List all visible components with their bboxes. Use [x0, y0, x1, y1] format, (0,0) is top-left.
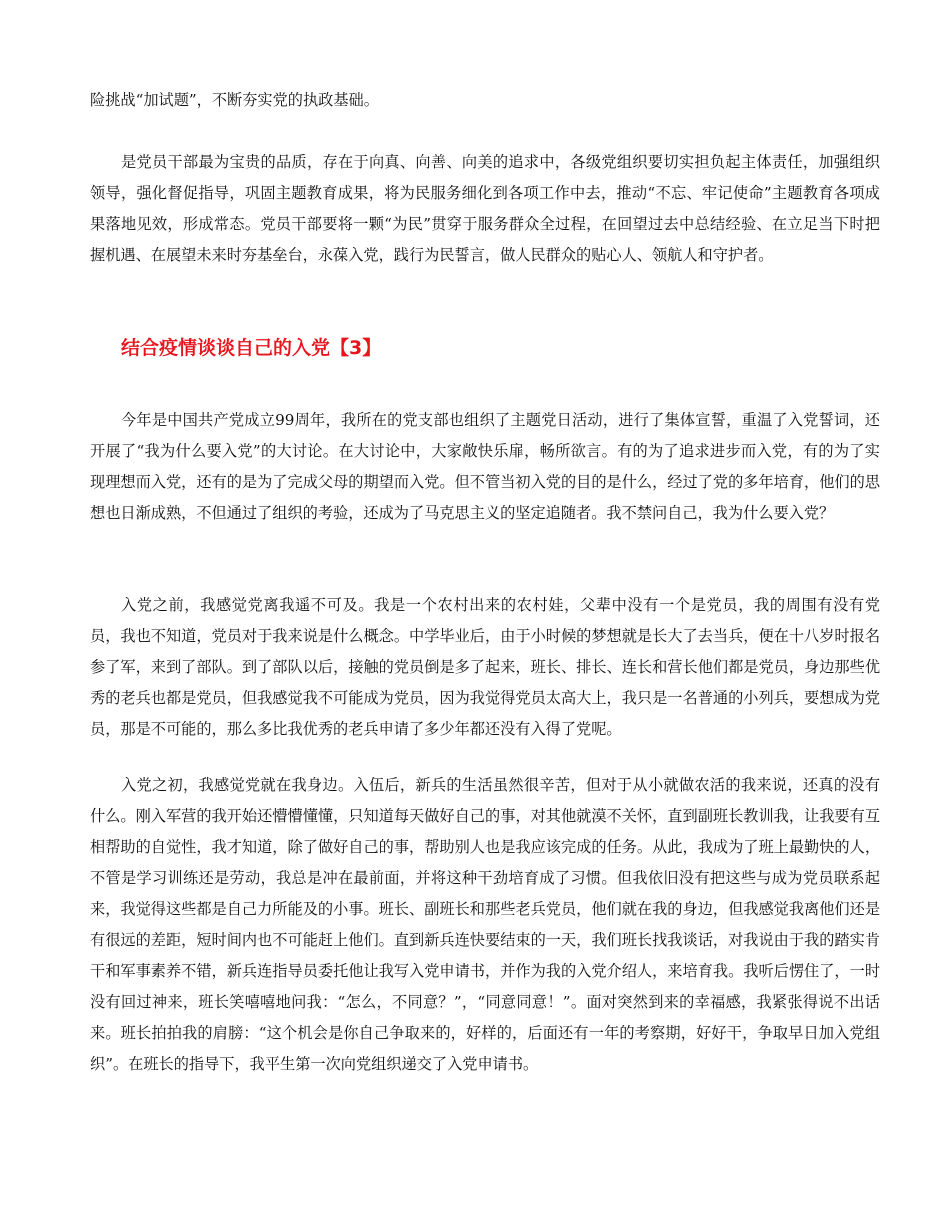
paragraph-anniversary: 今年是中国共产党成立99周年，我所在的党支部也组织了主题党日活动，进行了集体宣誓，重温了入党誓词，还开展了“我为什么要入党”的大讨论。在大讨论中，大家敞快乐扉，畅所欲言。有的为了追求进步而入党，有的为了实现理想而入党，还有的是为了完成父母的期望而入党。但不管当初入党的目的是什么，经过了党的多年培育，他们的思想也日渐成熟，不但通过了组织的考验，还成为了马克思主义的坚定追随者。我不禁问自己，我为什么要入党？ [90, 411, 880, 522]
paragraph-continuation: 险挑战“加试题”，不断夯实党的执政基础。 [90, 91, 379, 109]
paragraph-party-quality: 是党员干部最为宝贵的品质，存在于向真、向善、向美的追求中，各级党组织要切实担负起主体责任，加强组织领导，强化督促指导，巩固主题教育成果，将为民服务细化到各项工作中去，推动“不忘、牢记使命”主题教育各项成果落地见效，形成常态。党员干部要将一颗“为民”贯穿于服务群众全过程，在回望过去中总结经验、在立足当下时把握机遇、在展望未来时夯基垒台，永葆入党，践行为民誓言，做人民群众的贴心人、领航人和守护者。 [90, 153, 880, 264]
paragraph-early-joining: 入党之初，我感觉党就在我身边。入伍后，新兵的生活虽然很辛苦，但对于从小就做农活的我来说，还真的没有什么。刚入军营的我开始还懵懵懂懂，只知道每天做好自己的事，对其他就漠不关怀，直到副班长教训我，让我要有互相帮助的自觉性，我才知道，除了做好自己的事，帮助别人也是我应该完成的任务。从此，我成为了班上最勤快的人，不管是学习训练还是劳动，我总是冲在最前面，并将这种干劲培育成了习惯。但我依旧没有把这些与成为党员联系起来，我觉得这些都是自己力所能及的小事。班长、副班长和那些老兵党员，他们就在我的身边，但我感觉我离他们还是有很远的差距，短时间内也不可能赶上他们。直到新兵连快要结束的一天，我们班长找我谈话，对我说由于我的踏实肯干和军事素养不错，新兵连指导员委托他让我写入党申请书，并作为我的入党介绍人，来培育我。我听后愣住了，一时没有回过神来，班长笑嘻嘻地问我：“怎么，不同意？”，“同意同意！”。面对突然到来的幸福感，我紧张得说不出话来。班长拍拍我的肩膀：“这个机会是你自己争取来的，好样的，后面还有一年的考察期，好好干，争取早日加入党组织”。在班长的指导下，我平生第一次向党组织递交了入党申请书。 [90, 776, 880, 1073]
section-heading: 结合疫情谈谈自己的入党【3】 [121, 337, 382, 359]
paragraph-before-joining: 入党之前，我感觉党离我遥不可及。我是一个农村出来的农村娃，父辈中没有一个是党员，我的周围有没有党员，我也不知道，党员对于我来说是什么概念。中学毕业后，由于小时候的梦想就是长大了去当兵，便在十八岁时报名参了军，来到了部队。到了部队以后，接触的党员倒是多了起来，班长、排长、连长和营长他们都是党员，身边那些优秀的老兵也都是党员，但我感觉我不可能成为党员，因为我觉得党员太高大上，我只是一名普通的小列兵，要想成为党员，那是不可能的，那么多比我优秀的老兵申请了多少年都还没有入得了党呢。 [90, 596, 880, 738]
